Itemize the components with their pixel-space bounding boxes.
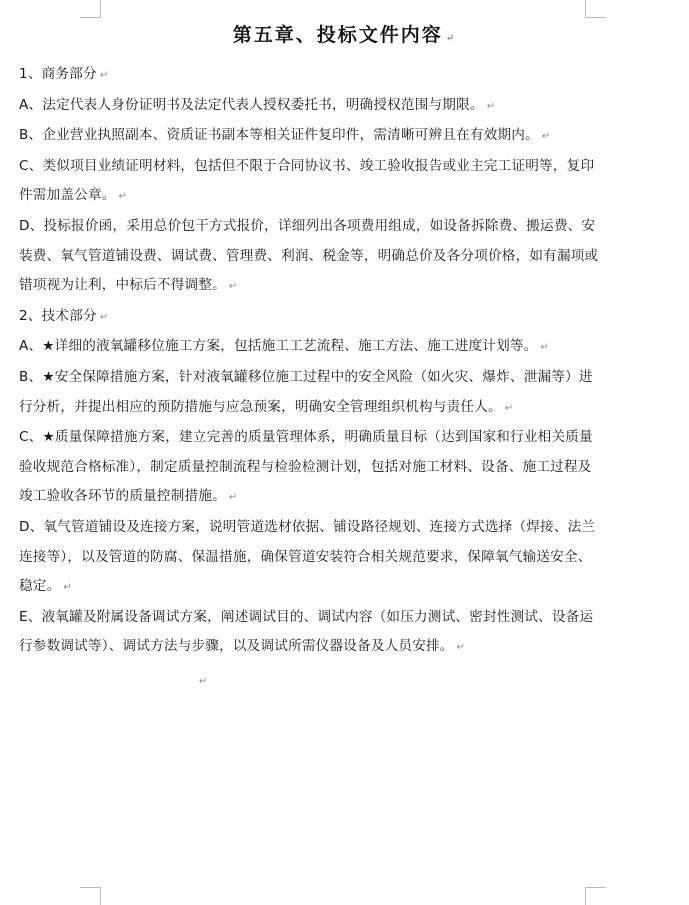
- paragraph-mark: ↵: [228, 281, 238, 293]
- page-corner-mark-top-right: [585, 0, 606, 18]
- paragraph-mark: ↵: [99, 311, 109, 323]
- paragraph-mark: ↵: [456, 642, 466, 654]
- business-item-d: D、投标报价函，采用总价包干方式报价，详细列出各项费用组成，如设备拆除费、搬运费、安装费、氧气管道铺设费、调试费、管理费、利润、税金等，明确总价及各分项价格，如有漏项或错项视为让利，中标后不得调整。 ↵: [19, 217, 599, 294]
- technical-item-a: A、★详细的液氧罐移位施工方案，包括施工工艺流程、施工方法、施工进度计划等。 ↵: [19, 338, 550, 355]
- paragraph-mark: ↵: [541, 131, 551, 143]
- paragraph-mark: ↵: [445, 33, 457, 44]
- page-corner-mark-bottom-right: [585, 887, 606, 905]
- chapter-title-text: 第五章、投标文件内容: [232, 24, 443, 46]
- section-heading-technical: 2、技术部分 ↵: [19, 307, 109, 324]
- technical-item-d: D、氧气管道铺设及连接方案，说明管道选材依据、铺设路径规划、连接方式选择（焊接、法兰连接等），以及管道的防腐、保温措施，确保管道安装符合相关规范要求，保障氧气输送安全、稳定。 ↵: [19, 518, 596, 595]
- business-item-a: A、法定代表人身份证明书及法定代表人授权委托书，明确授权范围与期限。 ↵: [19, 96, 496, 113]
- business-item-b: B、企业营业执照副本、资质证书副本等相关证件复印件，需清晰可辨且在有效期内。 ↵: [19, 127, 551, 144]
- paragraph-mark: ↵: [118, 191, 128, 203]
- paragraph-mark: ↵: [228, 492, 238, 504]
- empty-paragraph-mark: ↵: [199, 676, 208, 687]
- section-heading-business: 1、商务部分 ↵: [19, 66, 109, 82]
- chapter-title: [0, 20, 689, 47]
- paragraph-mark: ↵: [99, 70, 109, 81]
- technical-item-b: B、★安全保障措施方案，针对液氧罐移位施工过程中的安全风险（如火灾、爆炸、泄漏等）进行分析，并提出相应的预防措施与应急预案，明确安全管理组织机构与责任人。 ↵: [19, 368, 593, 415]
- technical-item-e: E、液氧罐及附属设备调试方案，阐述调试目的、调试内容（如压力测试、密封性测试、设备运行参数调试等）、调试方法与步骤，以及调试所需仪器设备及人员安排。 ↵: [19, 608, 594, 655]
- paragraph-mark: ↵: [63, 582, 72, 594]
- paragraph-mark: ↵: [486, 100, 496, 112]
- page-corner-mark-top-left: [80, 0, 101, 18]
- page-corner-mark-bottom-left: [80, 887, 101, 905]
- paragraph-mark: ↵: [504, 402, 514, 414]
- business-item-c: C、类似项目业绩证明材料，包括但不限于合同协议书、竣工验收报告或业主完工证明等，复印件需加盖公章。 ↵: [19, 157, 595, 204]
- paragraph-mark: ↵: [540, 342, 550, 354]
- document-body: [19, 60, 599, 663]
- technical-item-c: C、★质量保障措施方案，建立完善的质量管理体系，明确质量目标（达到国家和行业相关质量验收规范合格标准），制定质量控制流程与检验检测计划，包括对施工材料、设备、施工过程及竣工验收各环节的质量控制措施。 ↵: [19, 429, 593, 505]
